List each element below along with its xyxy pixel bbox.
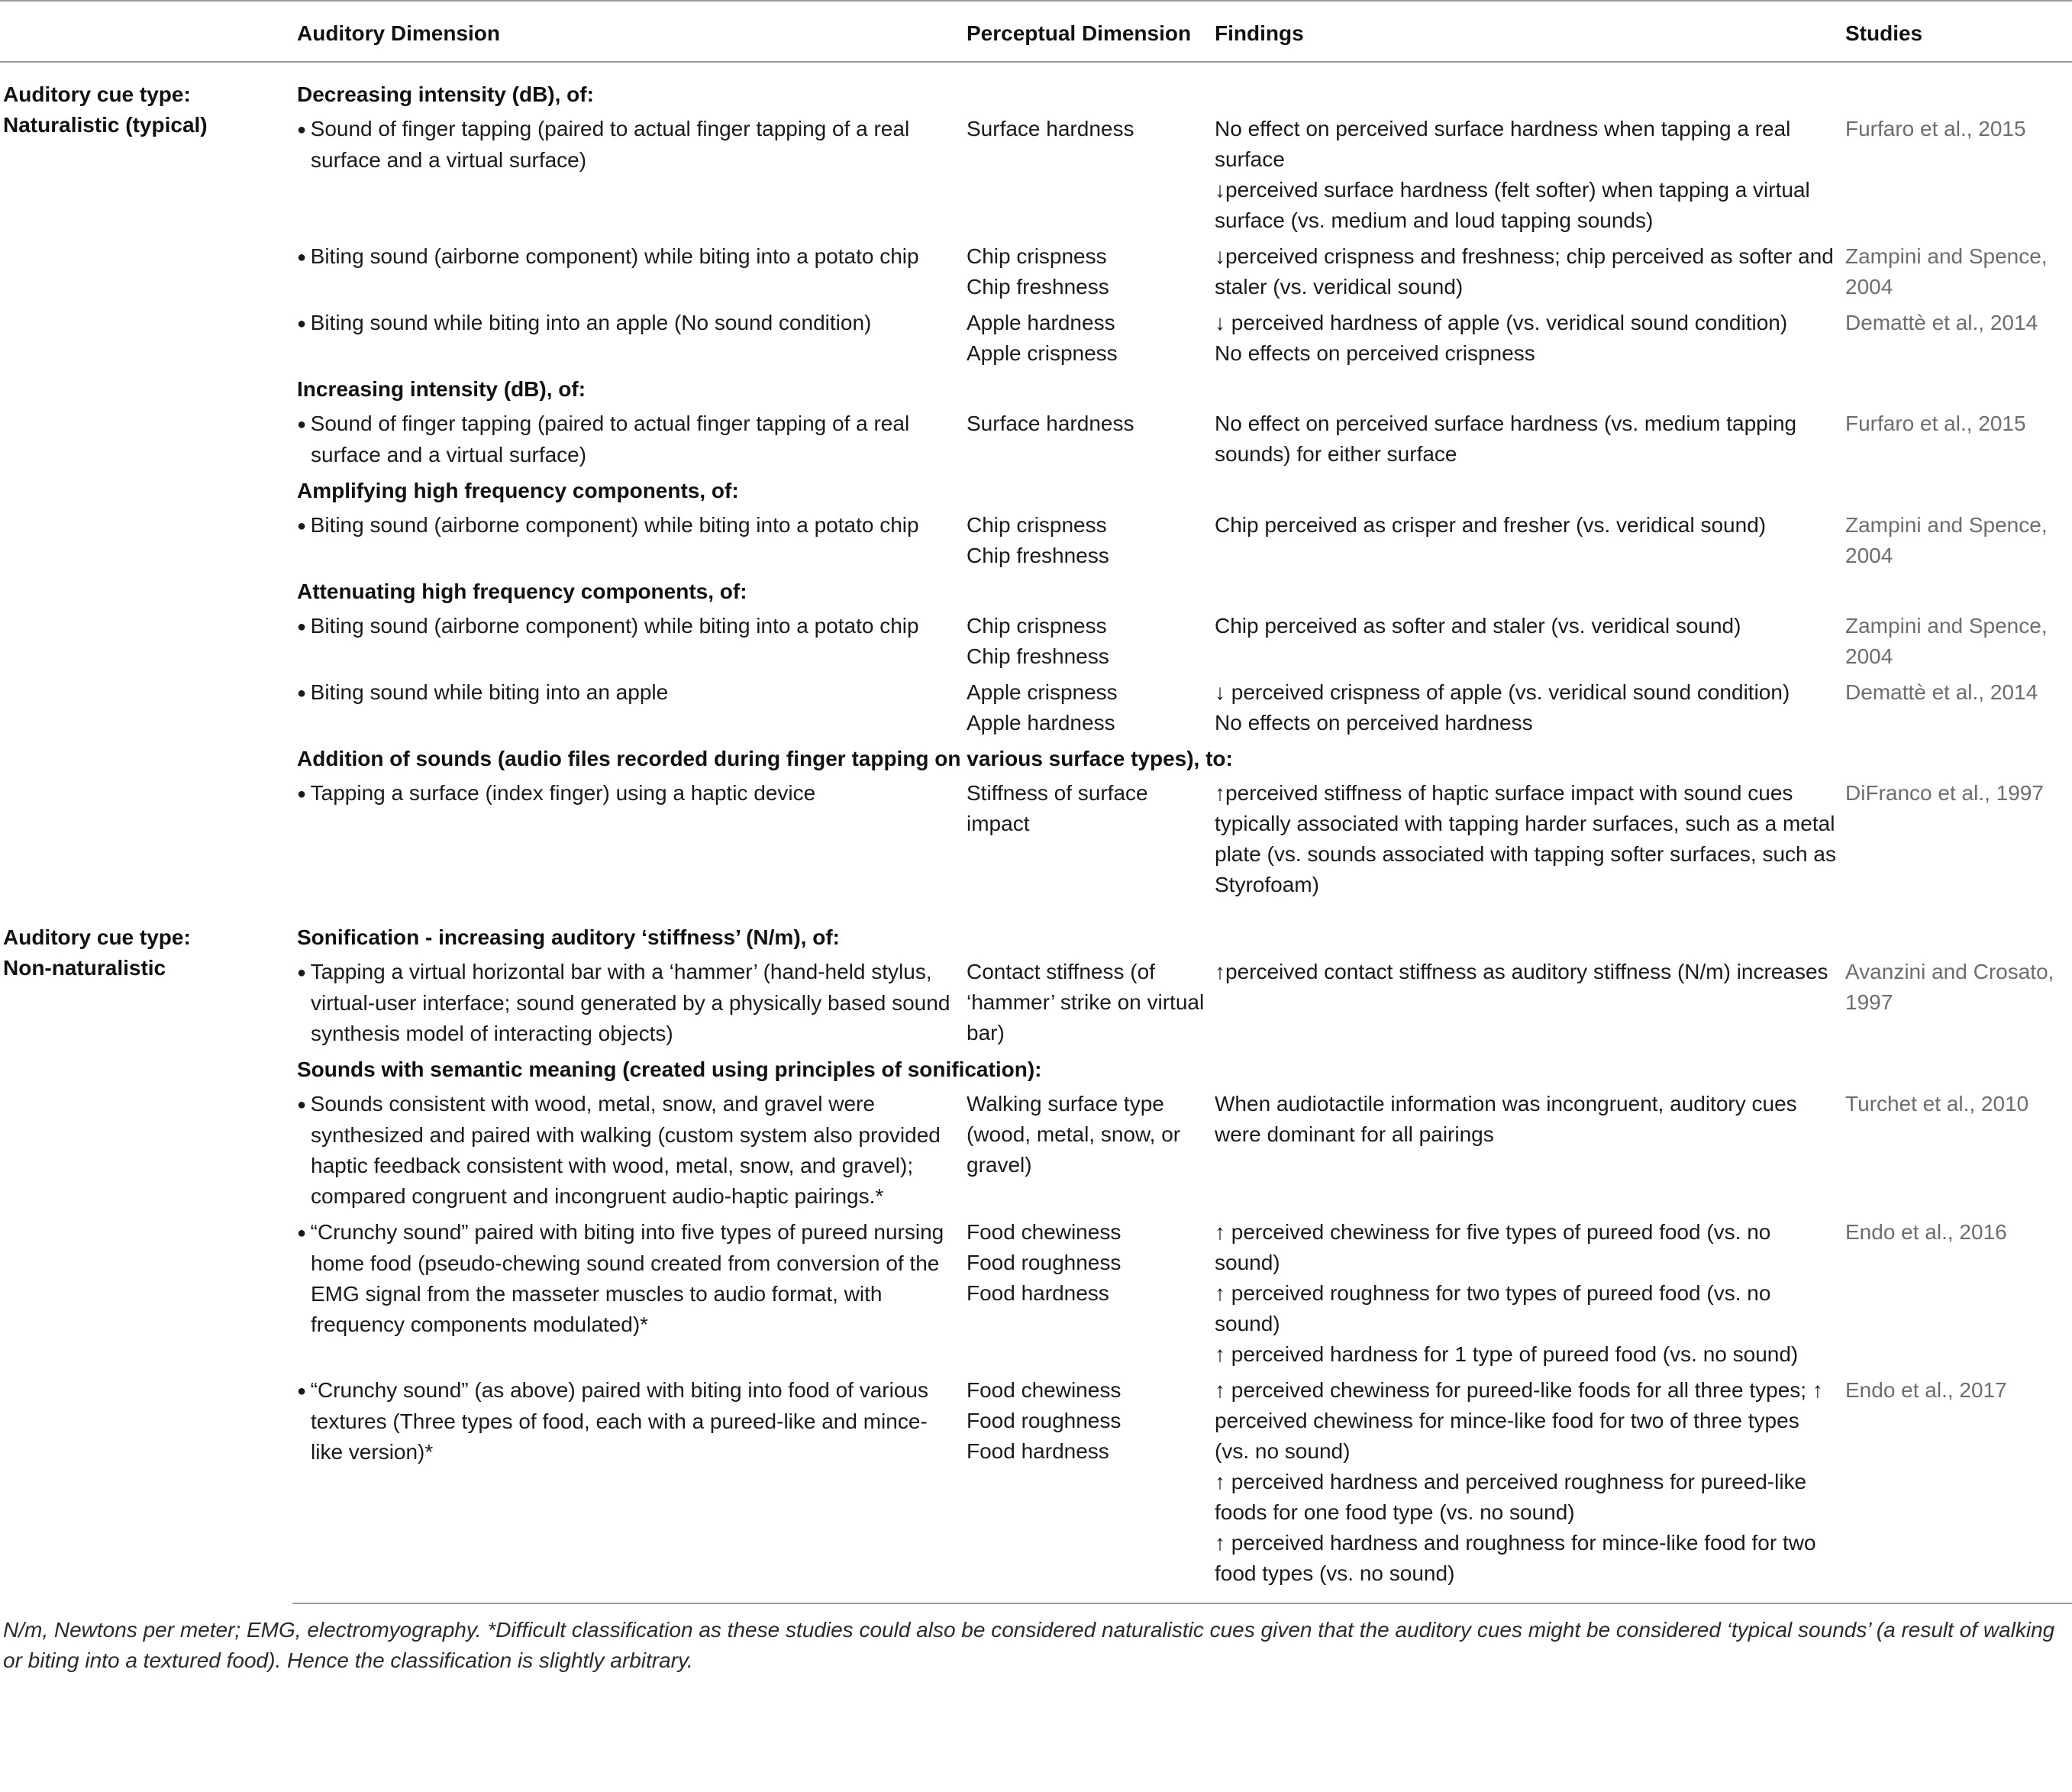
perceptual-dimension-cell [962,1217,1210,1375]
bullet-icon: ● [297,1096,311,1113]
subsection-heading: Decreasing intensity (dB), of: [297,82,594,106]
findings-cell [1210,308,1841,374]
study-cell: Endo et al., 2017 [1841,1375,2072,1603]
study-cell: Furfaro et al., 2015 [1845,117,2026,140]
bullet-icon: ● [297,249,311,266]
perceptual-dimension-line: Surface hardness [967,117,1134,140]
study-cell: Turchet et al., 2010 [1845,1092,2029,1116]
bullet-icon: ● [297,518,311,534]
table-footnote: N/m, Newtons per meter; EMG, electromyography. *Difficult classification as these studies could also be considered naturalistic cues given that the auditory cues might be considered ‘typical sounds’ (a result of walking or biting into a textured food). Hence the classification is slightly arbitrary. [3,1618,2055,1672]
study-cell: Demattè et al., 2014 [1845,680,2038,704]
perceptual-dimension-line: Stiffness of surface impact [967,781,1148,835]
cue-type-line: Naturalistic (typical) [3,113,208,137]
study-cell: Zampini and Spence, 2004 [1845,614,2048,668]
auditory-dimension-text: Tapping a surface (index finger) using a haptic device [310,781,816,805]
auditory-dimension-text: Biting sound while biting into an apple (No sound condition) [310,311,872,334]
table-body [0,62,2072,1603]
perceptual-dimension-cell [962,611,1210,677]
perceptual-dimension-line: Chip freshness [967,275,1109,299]
cue-type-line: Auditory cue type: [3,82,191,106]
perceptual-dimension-line: Food hardness [967,1439,1109,1463]
subsection-heading: Attenuating high frequency components, of: [297,580,747,603]
perceptual-dimension-line: Chip crispness [967,244,1107,268]
header-studies: Studies [1841,1,2072,62]
header-findings: Findings [1210,1,1841,62]
finding-line: ↓perceived surface hardness (felt softer) when tapping a virtual surface (vs. medium and loud tapping sounds) [1215,178,1810,232]
auditory-dimension-text: Sound of finger tapping (paired to actual finger tapping of a real surface and a virtual surface) [310,412,910,467]
table-row [0,957,2072,1054]
table-row [0,1375,2072,1603]
table-row [0,677,2072,744]
subsection-heading: Sounds with semantic meaning (created using principles of sonification): [297,1057,1042,1081]
perceptual-dimension-line: Chip freshness [967,544,1109,567]
perceptual-dimension-cell [962,308,1210,374]
findings-cell [1210,1089,1841,1217]
findings-cell [1210,510,1841,576]
findings-cell [1210,1375,1841,1603]
bullet-icon: ● [297,685,311,702]
auditory-dimension-cell [292,1217,962,1375]
perceptual-dimension-line: Apple hardness [967,711,1115,735]
header-auditory-dimension: Auditory Dimension [292,1,962,62]
auditory-dimension-cell [292,677,962,744]
perceptual-dimension-line: Apple hardness [967,311,1115,334]
perceptual-dimension-line: Apple crispness [967,680,1118,704]
finding-line: No effect on perceived surface hardness (vs. medium tapping sounds) for either surface [1215,412,1797,466]
perceptual-dimension-cell [962,677,1210,744]
auditory-dimension-cell [292,1089,962,1217]
bullet-icon: ● [297,964,311,981]
findings-cell [1210,778,1841,906]
bullet-icon: ● [297,315,311,332]
findings-cell [1210,611,1841,677]
auditory-dimension-text: Sounds consistent with wood, metal, snow, and gravel were synthesized and paired with walking (custom system also provided haptic feedback consistent with wood, metal, snow, and gravel); compared congruent and incongruent audio-haptic pairings.* [310,1092,941,1208]
perceptual-dimension-line: Food hardness [967,1281,1109,1305]
study-cell: Demattè et al., 2014 [1845,311,2038,334]
findings-cell [1210,677,1841,744]
bullet-icon: ● [297,786,311,802]
perceptual-dimension-cell [962,1375,1210,1603]
cue-type-label [0,906,292,1603]
bullet-icon: ● [297,1383,311,1400]
subsection-heading-row [0,374,2072,408]
auditory-dimension-text: Biting sound while biting into an apple [310,680,669,704]
perceptual-dimension-line: Chip crispness [967,513,1107,537]
perceptual-dimension-cell [962,510,1210,576]
subsection-heading: Addition of sounds (audio files recorded during finger tapping on various surface types), to: [297,747,1233,770]
study-cell: Endo et al., 2016 [1845,1220,2007,1244]
perceptual-dimension-cell [962,1089,1210,1217]
auditory-dimension-cell [292,308,962,374]
auditory-dimension-text: Biting sound (airborne component) while biting into a potato chip [310,513,919,537]
subsection-heading-row [0,1054,2072,1089]
perceptual-dimension-line: Chip freshness [967,644,1109,668]
table-row [0,611,2072,677]
auditory-dimension-text: “Crunchy sound” (as above) paired with biting into food of various textures (Three types of food, each with a pureed-like and mince-like version)* [310,1378,928,1464]
perceptual-dimension-line: Food chewiness [967,1378,1122,1402]
finding-line: ↑ perceived chewiness for pureed-like foods for all three types; ↑ perceived chewiness for mince-like food for two of three types (vs. no sound) [1215,1378,1823,1463]
finding-line: ↑ perceived chewiness for five types of pureed food (vs. no sound) [1215,1220,1771,1274]
bullet-icon: ● [297,121,311,138]
finding-line: Chip perceived as softer and staler (vs. veridical sound) [1215,614,1741,638]
bullet-icon: ● [297,416,311,433]
perceptual-dimension-line: Walking surface type (wood, metal, snow, or gravel) [967,1092,1181,1177]
findings-cell [1210,957,1841,1054]
auditory-dimension-text: Biting sound (airborne component) while biting into a potato chip [310,614,919,638]
study-cell: DiFranco et al., 1997 [1845,781,2044,805]
perceptual-dimension-line: Chip crispness [967,614,1107,638]
table-row [0,408,2072,476]
auditory-dimension-text: Tapping a virtual horizontal bar with a ‘hammer’ (hand-held stylus, virtual-user interface; sound generated by a physically based sound synthesis model of interacting objects) [310,960,950,1045]
subsection-heading: Sonification - increasing auditory ‘stiffness’ (N/m), of: [297,925,840,949]
finding-line: Chip perceived as crisper and fresher (vs. veridical sound) [1215,513,1767,537]
perceptual-dimension-line: Surface hardness [967,412,1134,435]
auditory-dimension-cell [292,408,962,476]
auditory-dimension-cell [292,778,962,906]
finding-line: ↑ perceived hardness for 1 type of pureed food (vs. no sound) [1215,1342,1799,1366]
cue-type-line: Auditory cue type: [3,925,191,949]
subsection-heading-row [0,576,2072,611]
bullet-icon: ● [297,1225,311,1241]
study-cell: Zampini and Spence, 2004 [1845,513,2048,567]
auditory-dimension-cell [292,611,962,677]
finding-line: ↓perceived crispness and freshness; chip perceived as softer and staler (vs. veridical sound) [1215,244,1834,299]
finding-line: ↓ perceived crispness of apple (vs. veridical sound condition) [1215,680,1790,704]
perceptual-dimension-cell [962,408,1210,476]
auditory-dimension-cell [292,510,962,576]
cue-type-line: Non-naturalistic [3,956,166,980]
auditory-dimension-text: “Crunchy sound” paired with biting into five types of pureed nursing home food (pseudo-chewing sound created from conversion of the EMG signal from the masseter muscles to audio format, with frequency components modulated)* [310,1220,944,1336]
auditory-dimension-text: Sound of finger tapping (paired to actual finger tapping of a real surface and a virtual surface) [310,117,910,172]
table-header [0,1,2072,62]
table-row [0,308,2072,374]
header-cue-type [0,1,292,62]
finding-line: No effects on perceived hardness [1215,711,1533,735]
perceptual-dimension-line: Food chewiness [967,1220,1122,1244]
auditory-dimension-cell [292,114,962,241]
findings-cell [1210,114,1841,241]
subsection-heading-row [0,62,2072,114]
perceptual-dimension-cell [962,778,1210,906]
findings-cell [1210,1217,1841,1375]
header-perceptual-dimension: Perceptual Dimension [962,1,1210,62]
header-row [0,1,2072,62]
perceptual-dimension-line: Contact stiffness (of ‘hammer’ strike on virtual bar) [967,960,1205,1045]
finding-line: ↑perceived stiffness of haptic surface impact with sound cues typically associated with tapping harder surfaces, such as a metal plate (vs. sounds associated with tapping softer surfaces, such as Styrofoam) [1215,781,1836,896]
subsection-heading-row [0,744,2072,778]
auditory-dimension-cell [292,957,962,1054]
table-row [0,1089,2072,1217]
table-row [0,241,2072,308]
findings-cell [1210,241,1841,308]
bullet-icon: ● [297,618,311,635]
subsection-heading-row [0,906,2072,957]
perceptual-dimension-line: Apple crispness [967,341,1118,365]
perceptual-dimension-cell [962,241,1210,308]
subsection-heading-row [0,476,2072,510]
table-row [0,510,2072,576]
table-row [0,1217,2072,1375]
perceptual-dimension-cell [962,957,1210,1054]
perceptual-dimension-line: Food roughness [967,1251,1122,1274]
finding-line: ↑ perceived hardness and perceived roughness for pureed-like foods for one food type (vs. no sound) [1215,1470,1807,1524]
finding-line: When audiotactile information was incongruent, auditory cues were dominant for all pairings [1215,1092,1797,1146]
study-cell: Zampini and Spence, 2004 [1845,244,2048,299]
perceptual-dimension-line: Food roughness [967,1409,1122,1432]
auditory-dimension-text: Biting sound (airborne component) while biting into a potato chip [310,244,919,268]
finding-line: ↑ perceived roughness for two types of pureed food (vs. no sound) [1215,1281,1771,1335]
findings-cell [1210,408,1841,476]
study-cell: Avanzini and Crosato, 1997 [1845,960,2054,1014]
finding-line: ↓ perceived hardness of apple (vs. veridical sound condition) [1215,311,1788,334]
finding-line: No effect on perceived surface hardness when tapping a real surface [1215,117,1791,171]
auditory-dimension-cell [292,241,962,308]
auditory-dimension-cell [292,1375,962,1603]
perceptual-dimension-cell [962,114,1210,241]
cue-type-label [0,62,292,906]
finding-line: ↑perceived contact stiffness as auditory stiffness (N/m) increases [1215,960,1828,983]
finding-line: No effects on perceived crispness [1215,341,1535,365]
table-row [0,778,2072,906]
finding-line: ↑ perceived hardness and roughness for mince-like food for two food types (vs. no sound) [1215,1531,1816,1585]
table-row [0,114,2072,241]
subsection-heading: Increasing intensity (dB), of: [297,377,586,401]
subsection-heading: Amplifying high frequency components, of: [297,479,739,502]
study-cell: Furfaro et al., 2015 [1845,412,2026,435]
